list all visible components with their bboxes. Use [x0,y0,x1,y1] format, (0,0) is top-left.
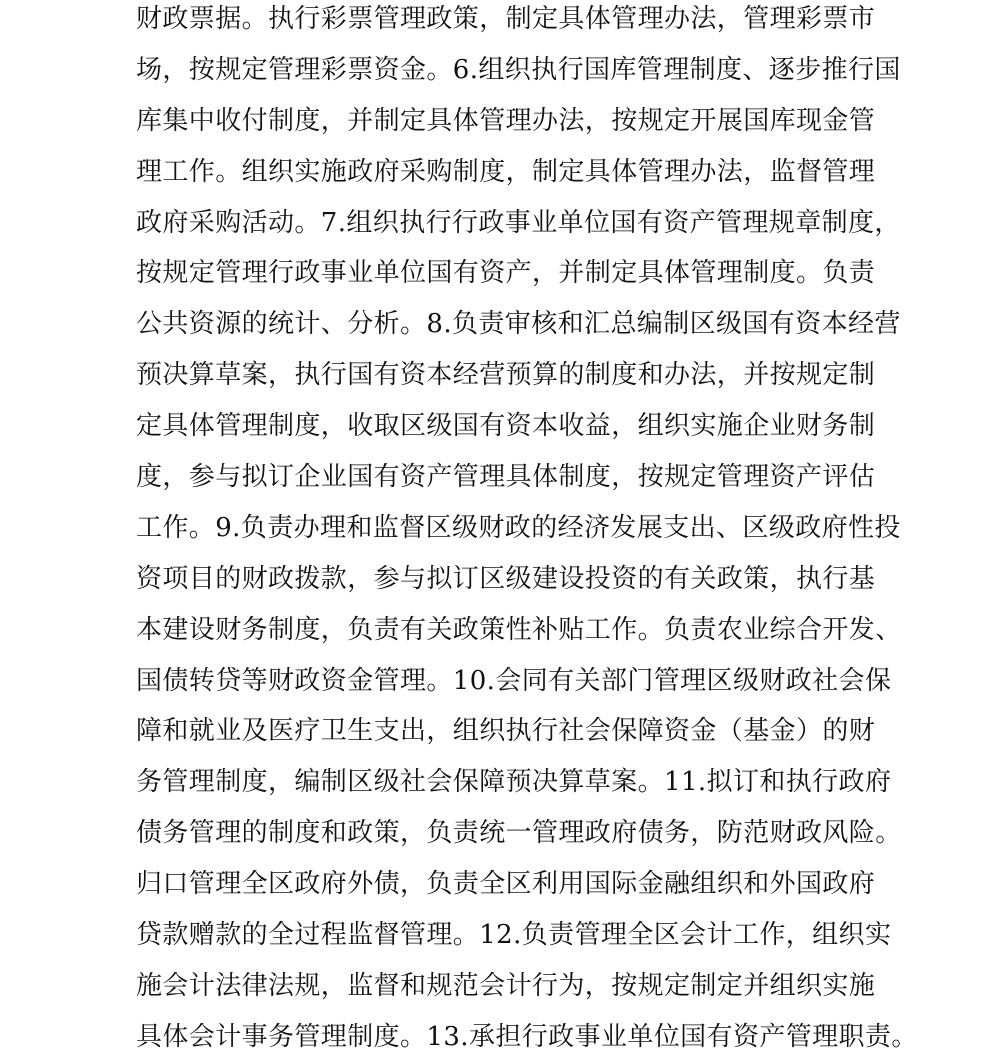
text-line: 政府采购活动。7.组织执行行政事业单位国有资产管理规章制度， [136,207,901,238]
text-line: 障和就业及医疗卫生支出，组织执行社会保障资金（基金）的财 [136,716,876,747]
text-line: 公共资源的统计、分析。8.负责审核和汇总编制区级国有资本经营 [136,309,901,340]
text-line: 理工作。组织实施政府采购制度，制定具体管理办法，监督管理 [136,156,876,187]
text-line: 预决算草案，执行国有资本经营预算的制度和办法，并按规定制 [136,360,876,391]
text-line: 工作。9.负责办理和监督区级财政的经济发展支出、区级政府性投 [136,512,901,543]
text-line: 施会计法律法规，监督和规范会计行为，按规定制定并组织实施 [136,970,876,1001]
text-line: 归口管理全区政府外债，负责全区利用国际金融组织和外国政府 [136,869,876,900]
text-line: 务管理制度，编制区级社会保障预决算草案。11.拟订和执行政府 [136,767,892,798]
text-line: 具体会计事务管理制度。13.承担行政事业单位国有资产管理职责。 [136,1021,918,1052]
text-line: 贷款赠款的全过程监督管理。12.负责管理全区会计工作，组织实 [136,920,892,951]
text-line: 资项目的财政拨款，参与拟订区级建设投资的有关政策，执行基 [136,563,876,594]
text-line: 财政票据。执行彩票管理政策，制定具体管理办法，管理彩票市 [136,4,876,34]
text-line: 场，按规定管理彩票资金。6.组织执行国库管理制度、逐步推行国 [136,54,901,85]
text-line: 本建设财务制度，负责有关政策性补贴工作。负责农业综合开发、 [136,614,902,645]
text-line: 按规定管理行政事业单位国有资产，并制定具体管理制度。负责 [136,258,876,289]
text-line: 债务管理的制度和政策，负责统一管理政府债务，防范财政风险。 [136,818,902,849]
text-line: 度，参与拟订企业国有资产管理具体制度，按规定管理资产评估 [136,462,876,493]
text-line: 国债转贷等财政资金管理。10.会同有关部门管理区级财政社会保 [136,665,892,696]
body-text [136,0,918,1063]
text-line: 定具体管理制度，收取区级国有资本收益，组织实施企业财务制 [136,411,876,442]
text-line: 库集中收付制度，并制定具体管理办法，按规定开展国库现金管 [136,105,876,136]
